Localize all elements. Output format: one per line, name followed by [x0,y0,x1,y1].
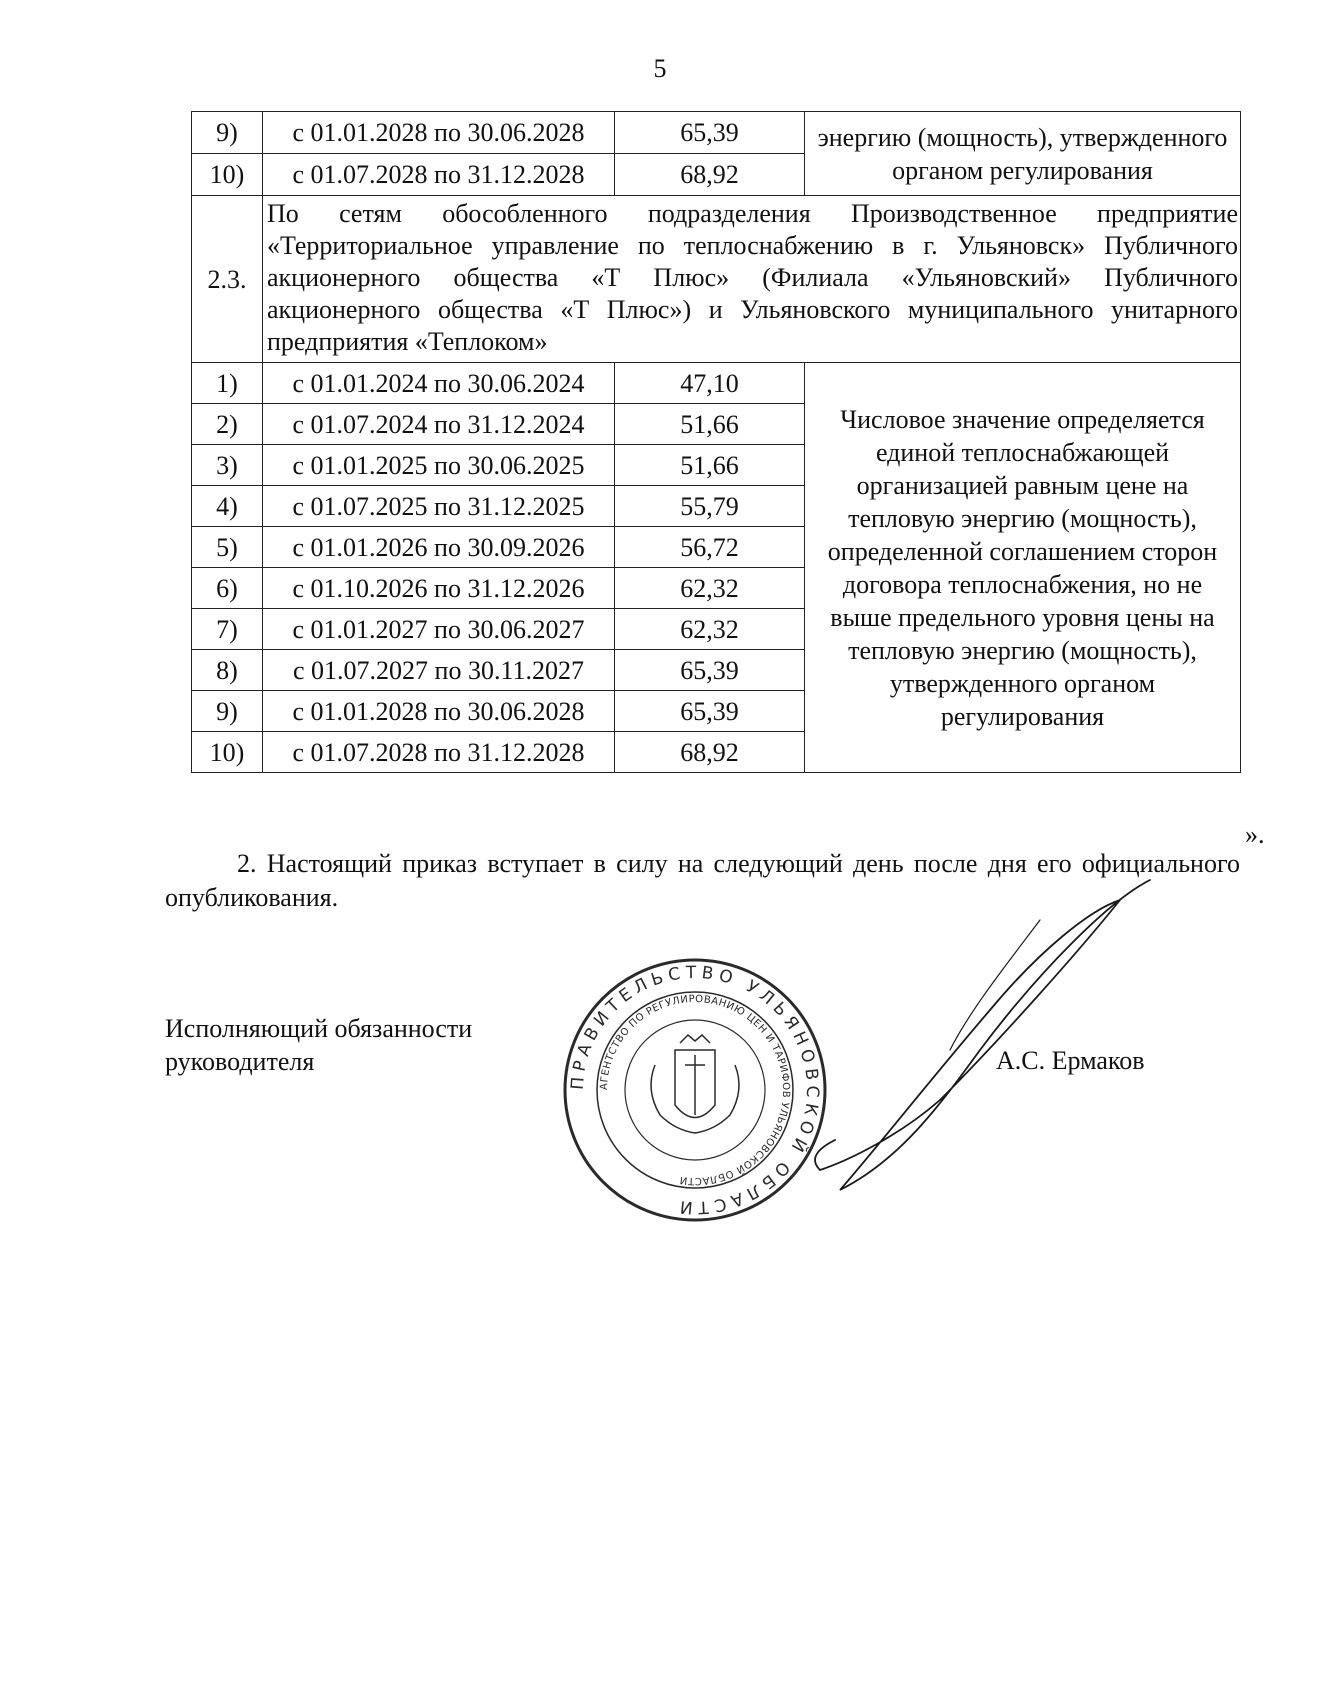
row-period: с 01.07.2028 по 31.12.2028 [263,154,615,196]
row-period: с 01.01.2028 по 30.06.2028 [263,112,615,154]
row-period: с 01.07.2028 по 31.12.2028 [263,732,615,773]
row-period: с 01.07.2024 по 31.12.2024 [263,404,615,445]
row-number: 9) [192,691,263,732]
signer-title [165,1012,472,1078]
row-number: 10) [192,732,263,773]
row-number: 10) [192,154,263,196]
table-row [192,112,1241,154]
row-number: 3) [192,445,263,486]
row-value: 51,66 [615,404,805,445]
signature-icon [780,860,1160,1200]
section-row [192,196,1241,363]
row-period: с 01.01.2028 по 30.06.2028 [263,691,615,732]
signer-title-line: руководителя [165,1047,315,1076]
row-value: 65,39 [615,650,805,691]
row-period: с 01.01.2027 по 30.06.2027 [263,609,615,650]
coat-of-arms-icon [651,1035,739,1133]
row-number: 5) [192,527,263,568]
row-number: 9) [192,112,263,154]
row-value: 55,79 [615,486,805,527]
row-number: 2) [192,404,263,445]
closing-quote: ». [1245,820,1265,849]
row-value: 68,92 [615,732,805,773]
row-period: с 01.01.2025 по 30.06.2025 [263,445,615,486]
row-period: с 01.07.2027 по 30.11.2027 [263,650,615,691]
row-value: 65,39 [615,112,805,154]
row-value: 47,10 [615,363,805,404]
effective-date-paragraph: 2. Настоящий приказ вступает в силу на следующий день после дня его официального опубликования. [165,849,1240,912]
row-period: с 01.07.2025 по 31.12.2025 [263,486,615,527]
row-period: с 01.01.2026 по 30.09.2026 [263,527,615,568]
row-number: 8) [192,650,263,691]
signer-title-line: Исполняющий обязанности [165,1014,473,1043]
row-value: 68,92 [615,154,805,196]
section-text: По сетям обособленного подразделения Производственное предприятие «Территориальное управление по теплоснабжению в г. Ульяновск» Публичного акционерного общества «Т Плюс» (Филиала «Ульяновский» Публичного акционерного общества «Т Плюс») и Ульяновского муниципального унитарного предприятия «Теплоком» [263,196,1241,363]
row-number: 1) [192,363,263,404]
note-cell: Числовое значение определяется единой теплоснабжающей организацией равным цене на тепловую энергию (мощность), определенной соглашением сторон договора теплоснабжения, но не выше предельного уровня цены на тепловую энергию (мощность), утвержденного органом регулирования [805,363,1241,773]
page-number: 5 [653,54,667,83]
top-note-cell: энергию (мощность), утвержденного органом регулирования [805,112,1241,196]
row-value: 65,39 [615,691,805,732]
section-number: 2.3. [192,196,263,363]
row-value: 56,72 [615,527,805,568]
row-number: 4) [192,486,263,527]
row-period: с 01.10.2026 по 31.12.2026 [263,568,615,609]
signer-name: А.С. Ермаков [996,1046,1145,1075]
seal-outer-text: ПРАВИТЕЛЬСТВО УЛЬЯНОВСКОЙ ОБЛАСТИ [567,962,823,1218]
seal-inner-text: АГЕНТСТВО ПО РЕГУЛИРОВАНИЮ ЦЕН И ТАРИФОВ УЛЬЯНОВСКОЙ ОБЛАСТИ [598,993,792,1187]
tariff-table [191,111,1241,773]
row-number: 7) [192,609,263,650]
row-value: 51,66 [615,445,805,486]
row-value: 62,32 [615,568,805,609]
row-period: с 01.01.2024 по 30.06.2024 [263,363,615,404]
row-number: 6) [192,568,263,609]
row-value: 62,32 [615,609,805,650]
table-row [192,363,1241,404]
